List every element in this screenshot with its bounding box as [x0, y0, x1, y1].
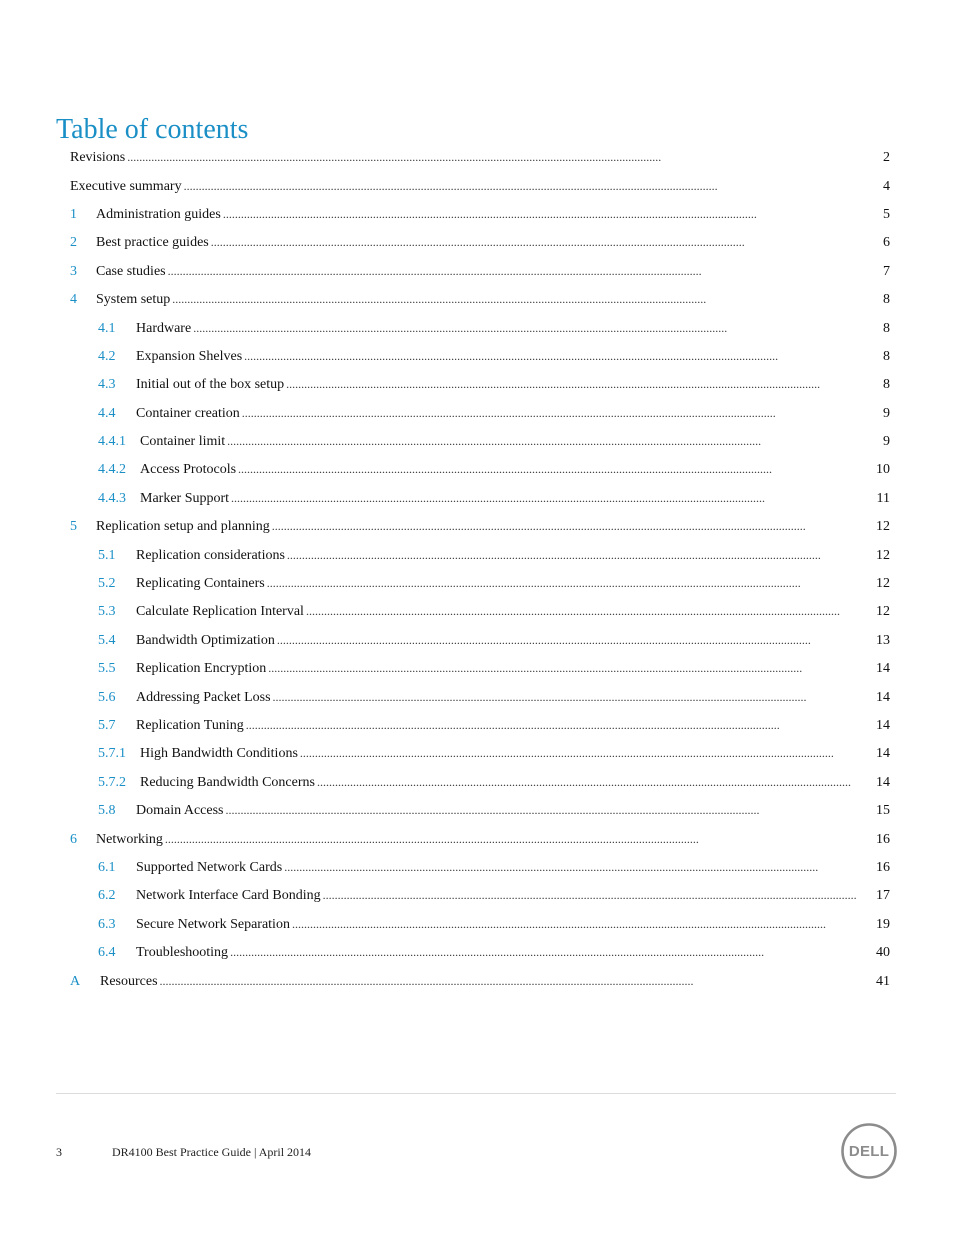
toc-dot-leader	[172, 292, 881, 308]
toc-entry[interactable]	[0, 854, 954, 882]
toc-entry-number: 5.7.1	[98, 746, 126, 762]
toc-entry-label[interactable]: Reducing Bandwidth Concerns	[140, 774, 315, 790]
toc-entry-number: 4.4.1	[98, 434, 126, 450]
toc-entry[interactable]	[0, 769, 954, 797]
toc-entry-number: 5.7.2	[98, 774, 126, 790]
toc-entry[interactable]	[0, 314, 954, 342]
toc-entry-number: 6	[70, 831, 77, 847]
toc-entry-number: 4.2	[98, 348, 116, 364]
dell-logo-icon	[840, 1122, 898, 1180]
toc-entry-number: 4.3	[98, 377, 116, 393]
toc-entry-page[interactable]: 8	[883, 320, 890, 336]
toc-entry-number: 5.1	[98, 547, 116, 563]
toc-entry[interactable]	[0, 343, 954, 371]
toc-dot-leader	[230, 945, 874, 961]
toc-entry-page[interactable]: 11	[876, 490, 890, 506]
toc-entry[interactable]	[0, 286, 954, 314]
toc-entry-label[interactable]: Revisions	[70, 150, 126, 166]
footer-page-number: 3	[56, 1145, 62, 1159]
toc-entry-label[interactable]: Replication Tuning	[136, 718, 244, 733]
toc-entry[interactable]	[0, 740, 954, 768]
toc-entry-page[interactable]: 14	[876, 774, 890, 790]
toc-entry-label[interactable]: Container limit	[140, 434, 226, 450]
toc-dot-leader	[211, 235, 881, 251]
toc-entry[interactable]	[0, 400, 954, 428]
toc-dot-leader	[287, 548, 874, 564]
dell-logo-text: DELL	[848, 1143, 890, 1160]
toc-entry-page[interactable]: 14	[876, 718, 890, 733]
toc-dot-leader	[277, 633, 874, 649]
toc-entry-page[interactable]: 15	[876, 803, 890, 819]
toc-entry-label[interactable]: Case studies	[96, 263, 166, 279]
toc-entry[interactable]	[0, 513, 954, 541]
toc-dot-leader	[284, 860, 874, 876]
toc-entry-label[interactable]: Supported Network Cards	[136, 859, 283, 875]
footer-divider	[56, 1093, 896, 1094]
toc-entry-page[interactable]: 12	[876, 519, 890, 535]
toc-entry[interactable]	[0, 967, 954, 995]
toc-entry[interactable]	[0, 683, 954, 711]
toc-dot-leader	[160, 974, 874, 990]
toc-entry-label[interactable]: Replicating Containers	[136, 576, 265, 592]
toc-entry-number: 5.8	[98, 803, 116, 819]
toc-entry-label[interactable]: Hardware	[136, 320, 192, 336]
toc-dot-leader	[193, 321, 881, 337]
toc-entry-page[interactable]: 41	[876, 973, 890, 989]
toc-dot-leader	[227, 434, 881, 450]
toc-entry-number: 3	[70, 263, 77, 279]
toc-entry-page[interactable]: 40	[876, 945, 890, 961]
toc-dot-leader	[168, 264, 881, 280]
footer-document-info: DR4100 Best Practice Guide | April 2014	[112, 1145, 312, 1159]
page-title: Table of contents	[56, 114, 249, 145]
toc-entry-page[interactable]: 14	[876, 661, 890, 677]
toc-entry-label[interactable]: Resources	[100, 973, 158, 989]
toc-entry-number: 6.2	[98, 888, 116, 904]
toc-entry-page[interactable]: 4	[883, 178, 890, 194]
toc-entry-page[interactable]: 9	[883, 405, 890, 421]
toc-entry-label[interactable]: System setup	[96, 292, 171, 308]
toc-dot-leader	[323, 888, 874, 904]
toc-entry-number: 5.2	[98, 576, 116, 592]
toc-entry[interactable]	[0, 258, 954, 286]
toc-entry[interactable]	[0, 229, 954, 257]
toc-entry[interactable]	[0, 144, 954, 172]
toc-entry-label[interactable]: High Bandwidth Conditions	[140, 746, 298, 762]
toc-entry[interactable]	[0, 825, 954, 853]
toc-entry-number: 5.3	[98, 604, 116, 620]
toc-entry-page[interactable]: 7	[883, 263, 890, 279]
toc-entry-number: 1	[70, 206, 77, 222]
toc-entry[interactable]	[0, 911, 954, 939]
toc-entry-number: A	[70, 973, 81, 989]
toc-dot-leader	[127, 150, 881, 166]
toc-entry-page[interactable]: 12	[876, 604, 890, 620]
toc-entry-label[interactable]: Bandwidth Optimization	[136, 632, 275, 648]
toc-entry[interactable]	[0, 797, 954, 825]
toc-dot-leader	[244, 349, 881, 365]
toc-dot-leader	[286, 377, 881, 393]
toc-entry[interactable]	[0, 882, 954, 910]
toc-entry-number: 4.4.2	[98, 462, 126, 478]
toc-dot-leader	[238, 462, 874, 478]
toc-entry-label[interactable]: Replication Encryption	[136, 661, 267, 677]
toc-entry-label[interactable]: Initial out of the box setup	[136, 377, 285, 393]
toc-entry-page[interactable]: 17	[876, 888, 890, 904]
toc-entry-label[interactable]: Troubleshooting	[136, 945, 229, 961]
toc-entry-label[interactable]: Calculate Replication Interval	[136, 604, 304, 620]
toc-entry-label[interactable]: Access Protocols	[140, 462, 237, 478]
toc-entry-label[interactable]: Secure Network Separation	[136, 916, 290, 932]
toc-entry-number: 5.6	[98, 689, 116, 705]
toc-entry-page[interactable]: 12	[876, 547, 890, 563]
toc-dot-leader	[273, 690, 874, 706]
toc-entry-page[interactable]: 8	[883, 377, 890, 393]
toc-entry-page[interactable]: 13	[876, 632, 890, 648]
toc-entry-page[interactable]: 6	[883, 235, 890, 251]
toc-entry-number: 4	[70, 292, 77, 308]
toc-dot-leader	[268, 661, 874, 677]
toc-entry-number: 2	[70, 235, 77, 251]
toc-entry[interactable]	[0, 485, 954, 513]
toc-entry-label[interactable]: Addressing Packet Loss	[136, 689, 271, 705]
toc-entry[interactable]	[0, 627, 954, 655]
toc-entry-label[interactable]: Domain Access	[136, 803, 224, 819]
toc-dot-leader	[231, 491, 874, 507]
toc-entry-number: 5.4	[98, 632, 116, 648]
toc-entry[interactable]	[0, 172, 954, 200]
table-of-contents	[0, 144, 954, 996]
toc-entry-number: 4.4.3	[98, 490, 126, 506]
toc-entry-number: 6.3	[98, 916, 116, 932]
toc-entry-label[interactable]: Best practice guides	[96, 235, 209, 251]
toc-entry-page[interactable]: 8	[883, 348, 890, 364]
toc-entry[interactable]	[0, 598, 954, 626]
toc-dot-leader	[223, 207, 881, 223]
toc-dot-leader	[165, 832, 874, 848]
toc-entry-page[interactable]: 8	[883, 292, 890, 308]
toc-dot-leader	[292, 917, 874, 933]
toc-entry[interactable]	[0, 541, 954, 569]
toc-entry-number: 4.1	[98, 320, 116, 336]
toc-entry-page[interactable]: 5	[883, 206, 890, 222]
toc-entry-label[interactable]: Replication setup and planning	[96, 519, 270, 535]
toc-entry[interactable]	[0, 570, 954, 598]
toc-entry-label[interactable]: Container creation	[136, 405, 240, 421]
toc-entry-page[interactable]: 2	[883, 150, 890, 166]
toc-entry-number: 6.4	[98, 945, 116, 961]
toc-dot-leader	[225, 803, 874, 819]
toc-entry-label[interactable]: Network Interface Card Bonding	[136, 888, 321, 904]
toc-entry[interactable]	[0, 712, 954, 740]
toc-dot-leader	[317, 775, 874, 791]
toc-entry[interactable]	[0, 456, 954, 484]
toc-entry-page[interactable]: 14	[876, 746, 890, 762]
toc-entry-number: 5.7	[98, 718, 116, 733]
toc-entry-page[interactable]: 19	[876, 916, 890, 932]
toc-entry-label[interactable]: Administration guides	[96, 206, 221, 222]
toc-entry-label[interactable]: Networking	[96, 831, 163, 847]
toc-entry-page[interactable]: 16	[876, 859, 890, 875]
toc-entry-number: 5.5	[98, 661, 116, 677]
toc-entry-number: 4.4	[98, 405, 116, 421]
toc-dot-leader	[246, 718, 874, 734]
toc-entry[interactable]	[0, 201, 954, 229]
toc-entry-page[interactable]: 9	[883, 434, 890, 450]
toc-entry-page[interactable]: 16	[876, 831, 890, 847]
toc-entry-number: 6.1	[98, 859, 116, 875]
toc-dot-leader	[306, 604, 874, 620]
toc-entry[interactable]	[0, 371, 954, 399]
toc-entry-number: 5	[70, 519, 77, 535]
toc-entry[interactable]	[0, 939, 954, 967]
toc-dot-leader	[272, 519, 874, 535]
toc-entry-label[interactable]: Expansion Shelves	[136, 348, 243, 364]
toc-dot-leader	[267, 576, 874, 592]
toc-dot-leader	[242, 406, 881, 422]
toc-dot-leader	[184, 179, 881, 195]
toc-entry-label[interactable]: Replication considerations	[136, 547, 285, 563]
toc-entry-page[interactable]: 14	[876, 689, 890, 705]
toc-dot-leader	[300, 746, 874, 762]
toc-entry-page[interactable]: 10	[876, 462, 890, 478]
toc-entry-page[interactable]: 12	[876, 576, 890, 592]
toc-entry[interactable]	[0, 655, 954, 683]
toc-entry[interactable]	[0, 428, 954, 456]
toc-entry-label[interactable]: Executive summary	[70, 178, 182, 194]
toc-entry-label[interactable]: Marker Support	[140, 490, 230, 506]
